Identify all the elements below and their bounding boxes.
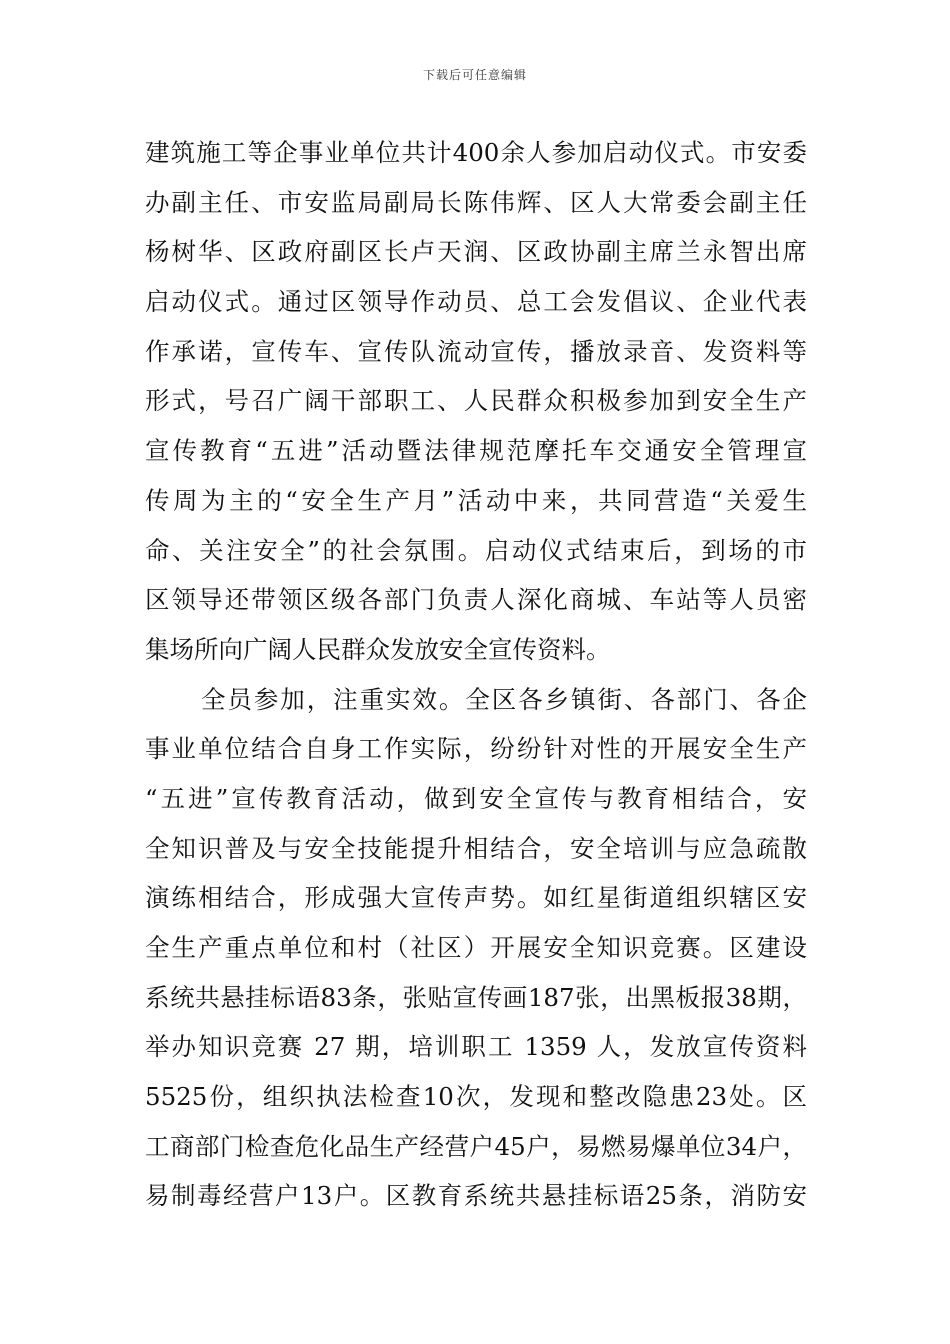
text-line: 事业单位结合自身工作实际，纷纷针对性的开展安全生产 bbox=[145, 734, 807, 764]
text-line: 区领导还带领区级各部门负责人深化商城、车站等人员密 bbox=[145, 585, 807, 615]
document-body bbox=[145, 128, 807, 1221]
text-line: 命、关注安全”的社会氛围。启动仪式结束后，到场的市 bbox=[145, 535, 807, 565]
text-line: 杨树华、区政府副区长卢天润、区政协副主席兰永智出席 bbox=[145, 237, 807, 267]
text-line: 宣传教育“五进”活动暨法律规范摩托车交通安全管理宣 bbox=[145, 436, 807, 466]
text-line: 作承诺，宣传车、宣传队流动宣传，播放录音、发资料等 bbox=[145, 336, 807, 366]
text-line: 启动仪式。通过区领导作动员、总工会发倡议、企业代表 bbox=[145, 287, 807, 317]
text-line: 工商部门检查危化品生产经营户45户，易燃易爆单位34户， bbox=[145, 1131, 807, 1161]
text-line: 全员参加，注重实效。全区各乡镇街、各部门、各企 bbox=[201, 684, 807, 714]
paragraph-1 bbox=[145, 128, 807, 675]
text-line: 全生产重点单位和村（社区）开展安全知识竞赛。区建设 bbox=[145, 933, 807, 962]
text-line: 形式，号召广阔干部职工、人民群众积极参加到安全生产 bbox=[145, 386, 807, 416]
text-line: 5525份，组织执法检查10次，发现和整改隐患23处。区 bbox=[145, 1082, 807, 1112]
text-line: 演练相结合，形成强大宣传声势。如红星街道组织辖区安 bbox=[145, 883, 807, 913]
paragraph-2 bbox=[145, 675, 807, 1222]
text-line: 办副主任、市安监局副局长陈伟辉、区人大常委会副主任 bbox=[145, 187, 807, 217]
page-header: 下载后可任意编辑 bbox=[422, 68, 527, 82]
text-line: 易制毒经营户13户。区教育系统共悬挂标语25条，消防安 bbox=[145, 1181, 807, 1211]
text-line: “五进”宣传教育活动，做到安全宣传与教育相结合，安 bbox=[145, 783, 807, 813]
text-line: 传周为主的“安全生产月”活动中来，共同营造“关爱生 bbox=[145, 485, 807, 515]
text-line: 建筑施工等企事业单位共计400余人参加启动仪式。市安委 bbox=[145, 138, 807, 167]
text-line: 系统共悬挂标语83条，张贴宣传画187张，出黑板报38期， bbox=[145, 982, 807, 1012]
text-line: 举办知识竞赛 27 期，培训职工 1359 人，发放宣传资料 bbox=[145, 1032, 807, 1062]
text-line: 集场所向广阔人民群众发放安全宣传资料。 bbox=[145, 634, 611, 664]
text-line: 全知识普及与安全技能提升相结合，安全培训与应急疏散 bbox=[145, 833, 807, 863]
